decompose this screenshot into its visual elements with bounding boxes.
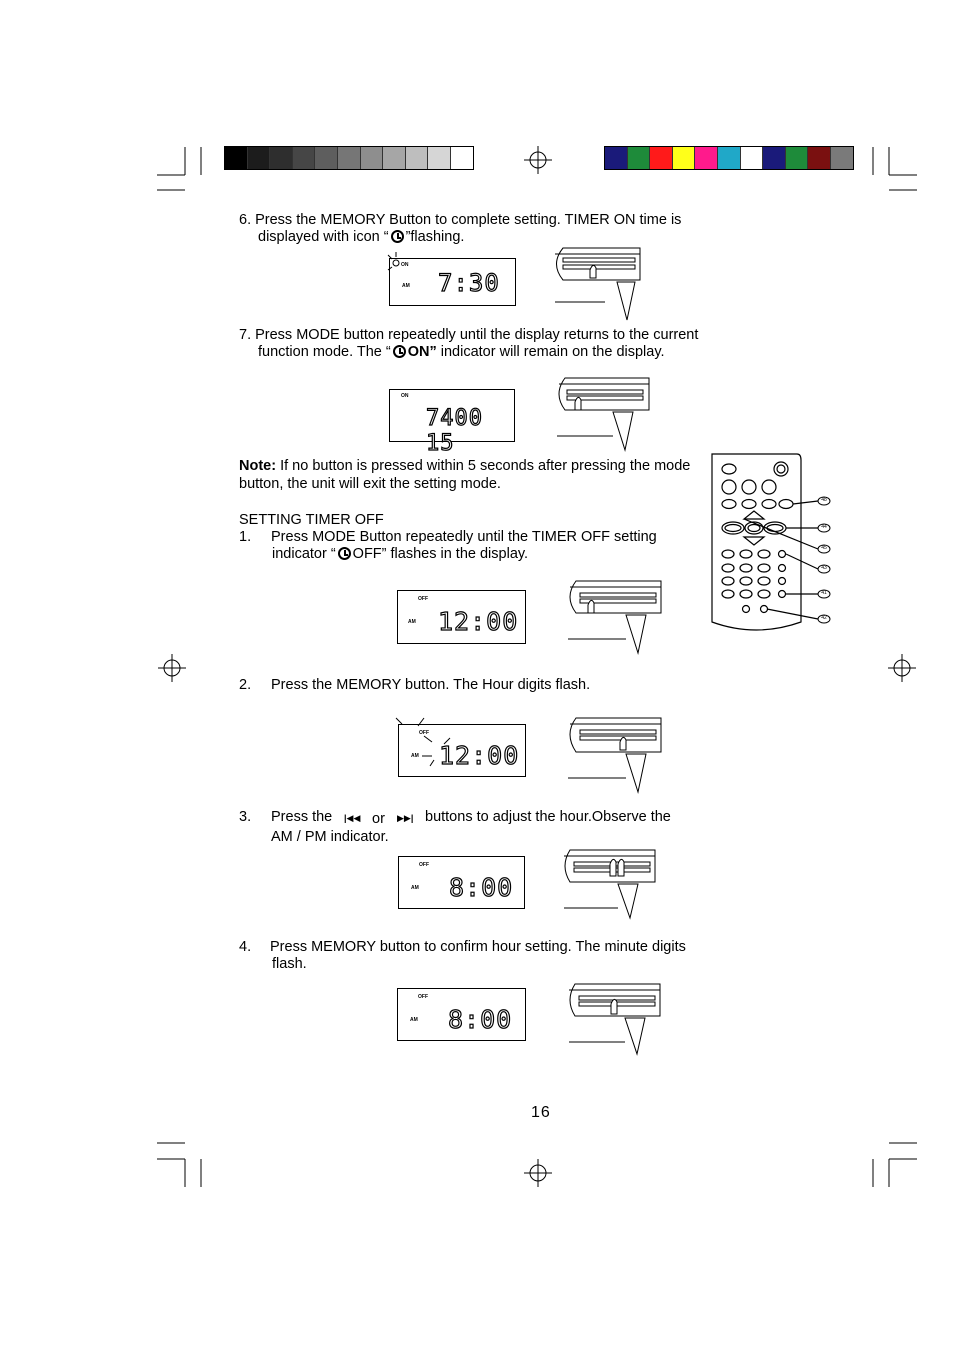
- step3-number: 3.: [239, 809, 252, 825]
- lcd-am-label: AM: [410, 1017, 418, 1023]
- lcd-am-label: AM: [402, 283, 410, 289]
- step3-or: or: [372, 811, 385, 827]
- device-illustration-off-step2: [564, 714, 662, 794]
- remote-callout-label: 42: [821, 615, 827, 621]
- step7-line2: function mode. The “ ON” indicator will remain on the display.: [258, 344, 665, 360]
- color-swatch: [270, 147, 293, 169]
- flash-marks-off-step2: [394, 716, 464, 776]
- gray-calibration-bar: [224, 146, 474, 170]
- color-swatch: [451, 147, 473, 169]
- color-swatch: [808, 147, 831, 169]
- color-swatch: [248, 147, 271, 169]
- device-illustration-step6: [545, 244, 641, 322]
- color-swatch: [673, 147, 696, 169]
- color-swatch: [428, 147, 451, 169]
- color-swatch: [361, 147, 384, 169]
- lcd-digits: 8:00: [448, 1005, 513, 1034]
- step6-line2: displayed with icon “ ”flashing.: [258, 229, 465, 245]
- color-swatch: [786, 147, 809, 169]
- device-illustration-off-step4: [565, 980, 661, 1056]
- step4-line2: flash.: [272, 956, 307, 972]
- color-calibration-bar: [604, 146, 854, 170]
- lcd-am-label: AM: [408, 619, 416, 625]
- lcd-am-label: AM: [411, 753, 419, 759]
- lcd-digits: 7400 15: [426, 406, 483, 456]
- lcd-display-step7: [389, 389, 515, 456]
- lcd-off-label: OFF: [419, 730, 429, 736]
- color-swatch: [605, 147, 628, 169]
- timer-icon: [391, 230, 404, 243]
- step3-post: buttons to adjust the hour.Observe the: [425, 809, 671, 825]
- color-swatch: [718, 147, 741, 169]
- step4-line1: Press MEMORY button to confirm hour setting. The minute digits: [270, 939, 686, 955]
- remote-callout-label: 44: [821, 524, 827, 530]
- remote-control-illustration: [706, 450, 836, 636]
- note-line2: button, the unit will exit the setting mode.: [239, 476, 501, 492]
- lcd-off-label: OFF: [418, 994, 428, 1000]
- note-line1: Note: If no button is pressed within 5 seconds after pressing the mode: [239, 458, 691, 474]
- lcd-on-label: ON: [401, 262, 409, 268]
- color-swatch: [628, 147, 651, 169]
- step1-number: 1.: [239, 529, 252, 545]
- lcd-off-label: OFF: [418, 596, 428, 602]
- lcd-display-off-step3: [398, 856, 525, 909]
- color-swatch: [293, 147, 316, 169]
- remote-callout-label: 45: [821, 545, 827, 551]
- remote-callout-label: 41: [821, 590, 827, 596]
- step4-number: 4.: [239, 939, 252, 955]
- lcd-digits: 8:00: [449, 873, 514, 902]
- lcd-digits: 12:00: [439, 741, 520, 770]
- lcd-digits: 12:00: [438, 607, 519, 636]
- color-swatch: [225, 147, 248, 169]
- step1-line2: indicator “ OFF” flashes in the display.: [272, 546, 529, 562]
- lcd-display-off-step4: [397, 988, 526, 1041]
- step1-line1: Press MODE Button repeatedly until the TIMER OFF setting: [271, 529, 657, 545]
- step6-line1: 6. Press the MEMORY Button to complete setting. TIMER ON time is: [239, 212, 682, 228]
- timer-icon: [338, 547, 351, 560]
- step3-pre: Press the: [271, 809, 333, 825]
- step3-line2: AM / PM indicator.: [271, 829, 389, 845]
- color-swatch: [695, 147, 718, 169]
- remote-callout-label: 43: [821, 565, 827, 571]
- lcd-am-label: AM: [411, 885, 419, 891]
- color-swatch: [406, 147, 429, 169]
- color-swatch: [650, 147, 673, 169]
- device-illustration-off-step3: [560, 846, 658, 920]
- lcd-display-off-step1: [397, 590, 526, 644]
- color-swatch: [741, 147, 764, 169]
- skip-back-icon: |◀◀: [344, 813, 361, 823]
- timer-icon: [393, 345, 406, 358]
- skip-forward-icon: ▶▶|: [397, 813, 414, 823]
- timer-off-heading: SETTING TIMER OFF: [239, 512, 384, 528]
- lcd-digits: 7:30: [438, 269, 500, 297]
- color-swatch: [383, 147, 406, 169]
- lcd-off-label: OFF: [419, 862, 429, 868]
- lcd-on-label: ON: [401, 393, 409, 399]
- step2-number: 2.: [239, 677, 252, 693]
- color-swatch: [763, 147, 786, 169]
- remote-callout-label: 48: [821, 497, 827, 503]
- device-illustration-step7: [553, 374, 651, 454]
- step7-line1: 7. Press MODE button repeatedly until the display returns to the current: [239, 327, 699, 343]
- flash-marks-step6: [384, 252, 414, 274]
- color-swatch: [831, 147, 853, 169]
- color-swatch: [315, 147, 338, 169]
- color-swatch: [338, 147, 361, 169]
- step2-text: Press the MEMORY button. The Hour digits flash.: [271, 677, 591, 693]
- page-number: 16: [531, 1104, 551, 1121]
- device-illustration-off-step1: [564, 577, 662, 655]
